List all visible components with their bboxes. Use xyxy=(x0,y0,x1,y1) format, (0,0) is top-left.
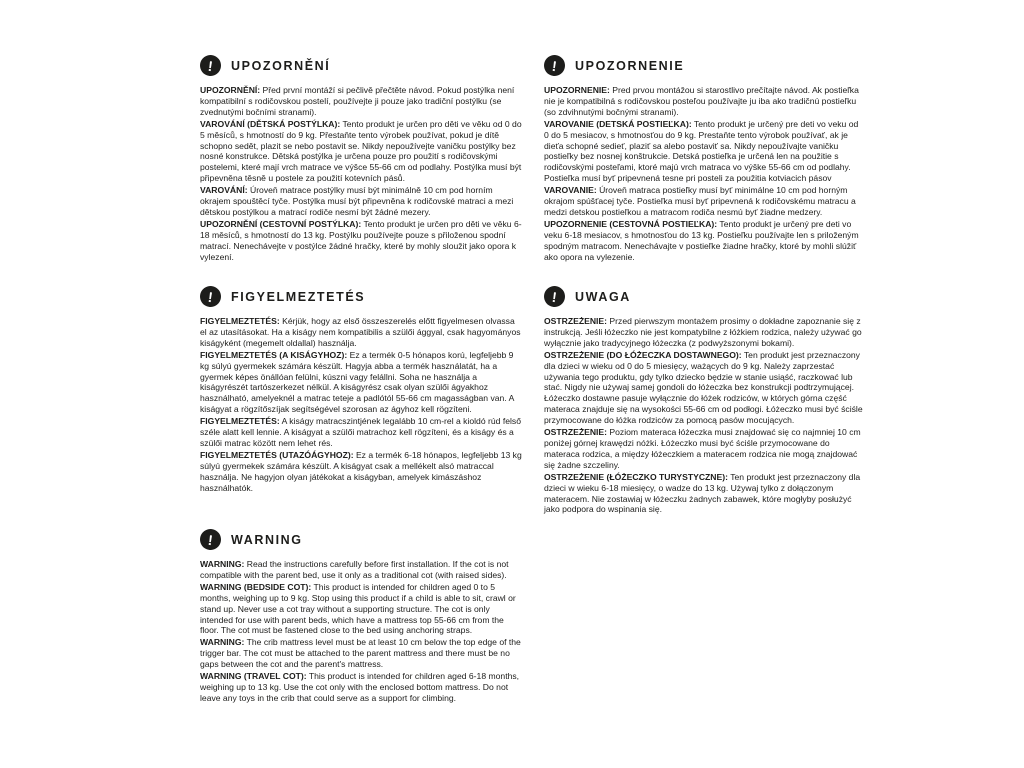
warning-paragraph xyxy=(200,671,523,704)
section-header xyxy=(200,529,523,550)
section-title: UWAGA xyxy=(575,289,631,304)
paragraph-label: OSTRZEŻENIE (ŁÓŻECZKO TURYSTYCZNE): xyxy=(544,471,728,482)
warning-paragraph xyxy=(544,119,864,184)
section-title: UPOZORNĚNÍ xyxy=(231,58,331,73)
paragraph-label: OSTRZEŻENIE: xyxy=(544,427,608,438)
warning-paragraph xyxy=(200,450,523,494)
paragraph-text: Przed pierwszym montażem prosimy o dokładne zapoznanie się z instrukcją. Jeśli łóżeczko nie jest kompatybilne z łóżkiem rodzica, należy używać go wyłącznie jako tradycyjnego łóżeczka (z podwyższonymi bokami). xyxy=(544,316,862,348)
warning-paragraph xyxy=(200,559,523,581)
paragraph-label: UPOZORNENIE (CESTOVNÁ POSTIEĽKA): xyxy=(544,218,718,229)
paragraph-text: This product is intended for children aged 6-18 months, weighing up to 13 kg. Use the cot only with the enclosed bottom mattress. Do not leave any toys in the crib that could serve as a support for climbing. xyxy=(200,671,520,703)
warning-paragraph xyxy=(544,85,864,118)
paragraph-text: Tento produkt je určen pro děti ve věku od 0 do 5 měsíců, s hmotností do 9 kg. Přestaňte tento výrobek používat, pokud je dítě schopno sedět, plazit se nebo postavit se. Nikdy nepoužívejte vaničku postýlky bez nosné konstrukce. Dětská postýlka je určena pouze pro použití s rodičovskými postelemi, které mají vrch matrace ve výšce 55-66 cm od podlahy. Postýlka musí být připevněna těsně u postele za použití kotevních pásů. xyxy=(200,118,522,184)
paragraph-label: UPOZORNENIE: xyxy=(544,85,610,95)
paragraph-text: Úroveň matrace postýlky musí být minimálně 10 cm pod horním okrajem spouštěcí tyče. Postýlka musí být připevněna k rodičovské matraci a mezi dětskou postýlkou a matrací rodiče nesmí být žádné mezery. xyxy=(200,185,514,217)
section-title: FIGYELMEZTETÉS xyxy=(231,289,366,304)
paragraph-label: WARNING: xyxy=(200,559,245,569)
paragraph-text: Tento produkt je určený pre deti vo veku od 0 do 5 mesiacov, s hmotnosťou do 9 kg. Prestaňte tento výrobok používať, ak je dieťa schopné sedieť, plaziť sa alebo postaviť sa. Nikdy nepoužívajte vaničku postieľky bez nosnej konštrukcie. Detská postieľka je určená len na použitie s rodičovskými posteľami, ktoré majú vrch matraca vo výške 55-66 cm od podlahy. Postieľka musí byť pripevnená tesne pri posteli za použitia kotviacich pásov xyxy=(544,118,859,184)
paragraph-text: Poziom materaca łóżeczka musi znajdować się co najmniej 10 cm poniżej górnej krawędzi nóżki. Łóżeczko musi być ściśle przymocowane do materaca rodzica, a między łóżeczkiem a materacem rodzica nie mogą znajdować się żadne szczeliny. xyxy=(544,427,861,470)
paragraph-text: This product is intended for children aged 0 to 5 months, weighing up to 9 kg. Stop using this product if a child is able to sit, crawl or stand up. Never use a cot tray without a supporting structure. The cot is only intended for use with parent beds, which have a mattress top 55-66 cm from the floor. The cot must be fastened close to the bed using anchoring straps. xyxy=(200,581,516,636)
warning-paragraph xyxy=(200,416,523,449)
paragraph-label: VAROVANIE (DETSKÁ POSTIEĽKA): xyxy=(544,118,692,129)
paragraph-label: OSTRZEŻENIE (DO ŁÓŻECZKA DOSTAWNEGO): xyxy=(544,349,742,360)
warning-paragraph xyxy=(200,219,523,263)
warning-paragraph xyxy=(200,350,523,415)
warning-icon-glyph: ! xyxy=(551,288,558,305)
paragraph-label: VAROVANIE: xyxy=(544,185,597,196)
section-czech-warnings xyxy=(200,55,523,264)
paragraph-label: FIGYELMEZTETÉS (UTAZÓÁGYHOZ): xyxy=(200,449,354,460)
warning-paragraph xyxy=(544,350,864,426)
paragraph-text: Tento produkt je určen pro děti ve věku 6-18 měsíců, s hmotností do 13 kg. Postýlku používejte pouze s přiloženou spodní matrací. Nenechávejte v postýlce žádné hračky, které by mohly sloužit jako opora k vylezení. xyxy=(200,218,522,262)
warning-paragraph xyxy=(544,472,864,516)
paragraph-label: UPOZORNĚNÍ: xyxy=(200,85,261,95)
warning-paragraph xyxy=(200,85,523,118)
warning-paragraph xyxy=(200,637,523,670)
paragraph-text: A kiságy matracszintjének legalább 10 cm-rel a kioldó rúd felső széle alatt kell lennie. A kiságyat a szülői matrachoz kell rögzíteni, és a kiságy és a szülői matrac között nem lehet rés. xyxy=(200,416,521,448)
warning-paragraph xyxy=(544,316,864,349)
warning-icon-glyph: ! xyxy=(207,531,214,548)
section-header xyxy=(200,55,523,76)
section-header xyxy=(544,55,864,76)
section-hungarian-warnings xyxy=(200,286,523,495)
warning-paragraph xyxy=(544,185,864,218)
paragraph-label: WARNING (TRAVEL COT): xyxy=(200,671,307,682)
paragraph-text: Ez a termék 0-5 hónapos korú, legfeljebb 9 kg súlyú gyermekek számára készült. Hagyja abba a termék használatát, ha a gyermek képes önállóan felülni, kúszni vagy felállni. Soha ne használja a kiságyrészét tartószerkezet nélkül. A kiságyrész csak olyan szülői ágyakhoz használható, amelyeknél a matrac teteje a padlótól 55-66 cm magasságban van. A kiságyat a rögzítőszíjak segítségével szorosan az ágyhoz kell rögzíteni. xyxy=(200,349,514,415)
warning-icon xyxy=(543,285,567,309)
paragraph-text: Úroveň matraca postieľky musí byť minimálne 10 cm pod horným okrajom spúšťacej tyče. Postieľka musí byť pripevnená k rodičovskému matracu a medzi detskou postieľkou a matracom rodiča nesmú byť žiadne medzery. xyxy=(544,185,856,217)
warning-paragraph xyxy=(200,582,523,637)
paragraph-text: Ez a termék 6-18 hónapos, legfeljebb 13 kg súlyú gyermekek számára készült. A kiságyat csak a mellékelt alsó matraccal használja. Ne hagyjon olyan játékokat a kiságyban, amelyek kimászáshoz használhatók. xyxy=(200,449,522,493)
warning-paragraph xyxy=(200,119,523,184)
section-header xyxy=(200,286,523,307)
paragraph-label: FIGYELMEZTETÉS: xyxy=(200,316,280,326)
paragraph-text: Před první montáží si pečlivě přečtěte návod. Pokud postýlka není kompatibilní s rodičovskou postelí, používejte ji pouze jako tradiční postýlku (se zvednutými bočními stranami). xyxy=(200,85,515,117)
paragraph-text: Pred prvou montážou si starostlivo prečítajte návod. Ak postieľka nie je kompatibilná s rodičovskou posteľou používajte ju iba ako tradičnú postieľku (so zdvihnutými bočnými stranami). xyxy=(544,85,859,117)
paragraph-text: Kérjük, hogy az első összeszerelés előtt figyelmesen olvassa el az utasításokat. Ha a kiságy nem kompatibilis a szülői ággyal, csak hagyományos kiságyként (megemelt oldallal) használja. xyxy=(200,316,521,348)
warning-icon xyxy=(543,54,567,78)
paragraph-label: VAROVÁNÍ: xyxy=(200,185,248,196)
paragraph-text: Ten produkt jest przeznaczony dla dzieci w wieku 6-18 miesięcy, o wadze do 13 kg. Używaj tylko z dołączonym materacem. Nie zostawiaj w łóżeczku żadnych zabawek, które mogłyby posłużyć jako podpora do wspinania się. xyxy=(544,471,861,515)
paragraph-text: Ten produkt jest przeznaczony dla dzieci w wieku od 0 do 5 miesięcy, ważących do 9 kg. Należy zaprzestać używania tego produktu, gdy tylko dziecko będzie w stanie usiąść, raczkować lub stać. Nigdy nie używaj samej gondoli do łóżeczka bez konstrukcji podtrzymującej. Łóżeczko dostawne pasuje wyłącznie do łóżek rodziców, w których górna część materaca znajduje się na wysokości 55-66 cm od podłogi. Łóżeczko musi być ściśle przymocowane do łóżka rodziców za pomocą pasów mocujących. xyxy=(544,349,863,426)
warning-icon-glyph: ! xyxy=(207,288,214,305)
paragraph-label: FIGYELMEZTETÉS: xyxy=(200,416,280,427)
paragraph-label: WARNING: xyxy=(200,637,245,648)
section-title: WARNING xyxy=(231,532,303,547)
warning-paragraph xyxy=(544,219,864,263)
section-header xyxy=(544,286,864,307)
paragraph-label: VAROVÁNÍ (DĚTSKÁ POSTÝLKA): xyxy=(200,118,341,129)
paragraph-text: The crib mattress level must be at least 10 cm below the top edge of the trigger bar. The cot must be attached to the parent mattress and there must be no gaps between the cot and the parent's mattress. xyxy=(200,637,521,670)
warning-icon-glyph: ! xyxy=(551,57,558,74)
paragraph-text: Read the instructions carefully before first installation. If the cot is not compatible with the parent bed, use it only as a traditional cot (with raised sides). xyxy=(200,559,509,580)
warning-icon xyxy=(199,528,223,552)
warning-icon xyxy=(199,54,223,78)
section-english-warnings xyxy=(200,529,523,705)
warning-paragraph xyxy=(544,427,864,471)
section-polish-warnings xyxy=(544,286,864,516)
paragraph-label: FIGYELMEZTETÉS (A KISÁGYHOZ): xyxy=(200,349,348,360)
warning-icon xyxy=(199,285,223,309)
section-slovak-warnings xyxy=(544,55,864,264)
warning-icon-glyph: ! xyxy=(207,57,214,74)
warning-paragraph xyxy=(200,316,523,349)
warning-paragraph xyxy=(200,185,523,218)
paragraph-label: WARNING (BEDSIDE COT): xyxy=(200,581,312,592)
paragraph-label: OSTRZEŻENIE: xyxy=(544,316,608,326)
section-title: UPOZORNENIE xyxy=(575,58,685,73)
paragraph-label: UPOZORNĚNÍ (CESTOVNÍ POSTÝLKA): xyxy=(200,218,362,229)
paragraph-text: Tento produkt je určený pre deti vo veku 6-18 mesiacov, s hmotnosťou do 13 kg. Postieľku používajte len s priloženým spodným matracom. Nenechávajte v postieľke žiadne hračky, ktoré by mohli slúžiť ako opora na vylezenie. xyxy=(544,218,859,262)
